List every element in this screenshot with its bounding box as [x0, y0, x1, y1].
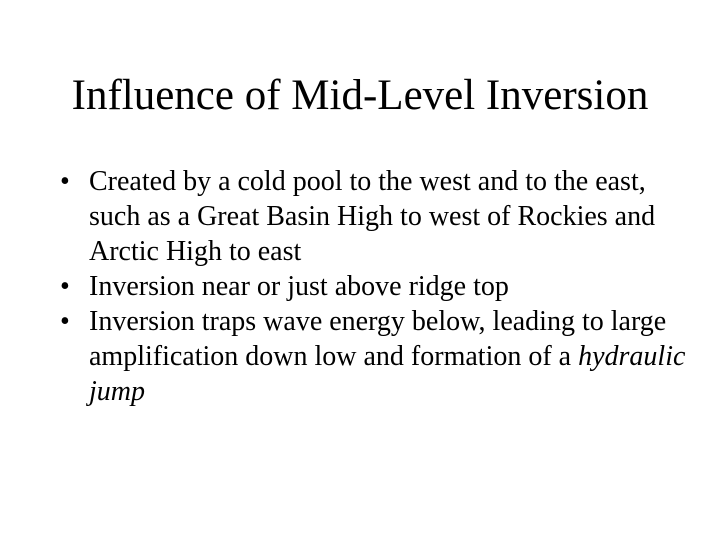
bullet-item-wave-energy [60, 304, 700, 409]
bullet-text [89, 304, 700, 409]
bullet-marker: • [60, 306, 70, 337]
bullet-text: Inversion near or just above ridge top [89, 271, 509, 302]
bullet-list [60, 164, 700, 409]
bullet-item-inversion-near-ridge [60, 269, 700, 304]
bullet-marker: • [60, 166, 70, 197]
bullet-text: Created by a cold pool to the west and to the east, such as a Great Basin High to west of Rockies and Arctic High to east [89, 166, 656, 267]
bullet-item-cold-pool [60, 164, 700, 269]
slide-title: Influence of Mid-Level Inversion [71, 72, 649, 119]
bullet-text-italic-term: hydraulic jump [89, 341, 686, 407]
bullet-marker: • [60, 271, 70, 302]
bullet-text-plain: Inversion traps wave energy below, leading to large amplification down low and formation of a [89, 306, 667, 372]
